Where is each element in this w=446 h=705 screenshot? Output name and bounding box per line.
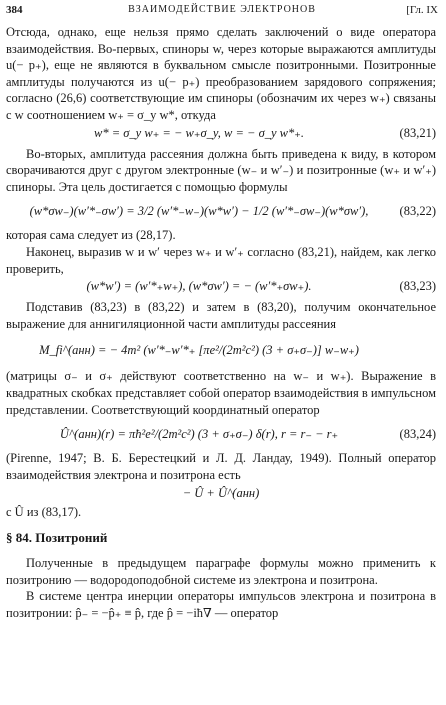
equation-formula: Û^(анн)(r) = πħ²e²/(2m²c²) (3 + σ₊σ₋) δ(r), r = r₋ − r₊ — [59, 427, 339, 442]
equation-formula: (w*w′) = (w′*₊w₊), (w*σw′) = − (w′*₊σw₊). — [86, 279, 312, 294]
paragraph-2: Во-вторых, амплитуда рассеяния должна быть приведена к виду, в котором сворачиваются друг с другом электронные (w₋ и w′₋) и позитронные (w₊ и w′₊) спиноры. Эта цель достигается с помощью формулы — [6, 146, 436, 194]
equation-formula: (w*σw₋)(w′*₋σw′) = 3/2 (w′*₋w₋)(w*w′) − 1/2 (w′*₋σw₋)(w*σw′), — [29, 204, 369, 219]
equation-83-22 — [6, 196, 436, 226]
chapter-label: [Гл. IX — [406, 4, 438, 16]
paragraph-3: которая сама следует из (28,17). — [6, 228, 176, 243]
equation-number: (83,22) — [399, 204, 436, 219]
equation-formula: M_fi^(анн) = − 4m² (w′*₋w′*₊ [πe²/(2m²c²) (3 + σ₊σ₋)] w₋w₊) — [39, 343, 359, 358]
equation-83-21 — [6, 125, 436, 145]
equation-83-23 — [6, 278, 436, 298]
paragraph-9: Полученные в предыдущем параграфе формулы можно применить к позитронию — водородоподобной системе из электрона и позитрона. — [6, 556, 436, 587]
paragraph-10: В системе центра инерции операторы импульсов электрона и позитрона в позитронии: p̂₋ = −p̂₊ ≡ p̂, где p̂ = −iħ∇ — оператор — [6, 589, 436, 620]
page-body — [6, 24, 436, 621]
equation-annihilation-amplitude — [6, 333, 436, 367]
paragraph-8: с Û из (83,17). — [6, 504, 82, 519]
page-number: 384 — [6, 4, 23, 16]
paragraph-1: Отсюда, однако, еще нельзя прямо сделать заключений о виде оператора взаимодействия. Во-первых, спиноры w, через которые выражаются амплитуды u(− p₊), еще не являются в буквальном смысле позитронными. Позитронные амплитуды получаются из u(− p₊) преобразованием зарядового сопряжения; согласно (26,6) соответствующие им спиноры (обозначим их через w₊) связаны с w соотношением w₊ = σ_y w*, откуда — [6, 25, 436, 122]
paragraph-4: Наконец, выразив w и w′ через w₊ и w′₊ согласно (83,21), найдем, как легко проверить, — [6, 244, 436, 276]
running-title: ВЗАИМОДЕЙСТВИЕ ЭЛЕКТРОНОВ — [128, 4, 316, 15]
equation-number: (83,23) — [399, 279, 436, 294]
paragraph-6: (матрицы σ₋ и σ₊ действуют соответственно на w₋ и w₊). Выражение в квадратных скобках представляет собой оператор взаимодействия в импульсном представлении. Соответствующий координатный оператор — [6, 369, 436, 417]
equation-formula: w* = σ_y w₊ = − w₊σ_y, w = − σ_y w*₊. — [94, 125, 304, 140]
paragraph-5: Подставив (83,23) в (83,22) и затем в (83,20), получим окончательное выражение для аннигиляционной части амплитуды рассеяния — [6, 300, 436, 331]
equation-total-operator: − Û + Û^(анн) — [182, 486, 260, 501]
page-header — [6, 4, 438, 20]
equation-number: (83,24) — [399, 427, 436, 442]
section-heading: § 84. Позитроний — [6, 530, 108, 546]
equation-83-24 — [6, 419, 436, 449]
equation-number: (83,21) — [399, 125, 436, 140]
paragraph-7: (Pirenne, 1947; В. Б. Берестецкий и Л. Д. Ландау, 1949). Полный оператор взаимодействия электрона и позитрона есть — [6, 451, 436, 482]
